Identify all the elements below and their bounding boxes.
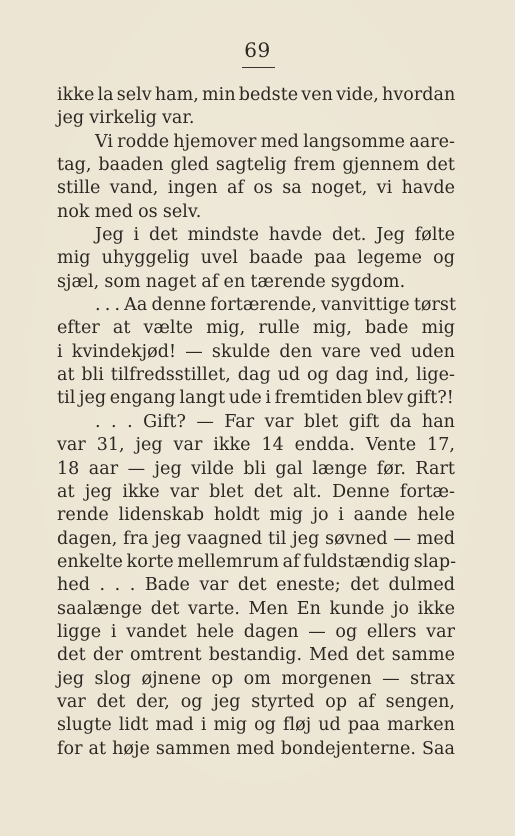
page-number: 69 <box>244 38 271 62</box>
text-line: sjæl, som naget af en tærende sygdom. <box>57 271 406 292</box>
text-line: . . . Gift? — Far var blet gift da han <box>95 411 455 432</box>
text-line: 18 aar — jeg vilde bli gal længe før. Rart <box>57 458 455 479</box>
text-line: nok med os selv. <box>57 201 202 222</box>
text-line: at bli tilfredsstillet, dag ud og dag ind, lige- <box>57 365 455 386</box>
text-line: jeg virkelig var. <box>57 108 195 129</box>
body-text <box>57 84 455 761</box>
text-line: til jeg engang langt ude i fremtiden blev gift?! <box>57 388 454 409</box>
text-line: var 31, jeg var ikke 14 endda. Vente 17, <box>57 435 455 456</box>
text-line: jeg slog øjnene op om morgenen — strax <box>57 668 455 689</box>
text-line: for at høje sammen med bondejenterne. Saa <box>57 738 455 759</box>
text-line: var det der, og jeg styrted op af sengen, <box>57 691 455 712</box>
text-line: det der omtrent bestandig. Med det samme <box>57 645 455 666</box>
text-line: dagen, fra jeg vaagned til jeg søvned — med <box>57 528 455 549</box>
text-line: enkelte korte mellemrum af fuldstændig slap- <box>57 551 457 572</box>
text-line: ikke la selv ham, min bedste ven vide, hvordan <box>57 85 456 105</box>
text-line: hed . . . Bade var det eneste; det dulmed <box>57 575 455 596</box>
text-line: stille vand, ingen af os sa noget, vi havde <box>57 178 455 199</box>
text-line: tag, baaden gled sagtelig frem gjennem det <box>57 155 455 176</box>
text-line: ligge i vandet hele dagen — og ellers var <box>57 621 455 642</box>
text-line: Vi rodde hjemover med langsomme aare- <box>95 131 455 152</box>
text-line: saalænge det varte. Men En kunde jo ikke <box>57 598 455 619</box>
text-line: i kvindekjød! — skulde den vare ved uden <box>57 341 455 362</box>
text-line: efter at vælte mig, rulle mig, bade mig <box>57 318 455 339</box>
text-line: slugte lidt mad i mig og fløj ud paa marken <box>57 715 455 736</box>
text-line: Jeg i det mindste havde det. Jeg følte <box>95 225 455 246</box>
page-number-rule <box>242 67 275 68</box>
text-line: mig uhyggelig uvel baade paa legeme og <box>57 248 455 269</box>
text-line: rende lidenskab holdt mig jo i aande hele <box>57 505 455 526</box>
text-line: at jeg ikke var blet det alt. Denne fortæ- <box>57 481 455 502</box>
text-line: . . . Aa denne fortærende, vanvittige tørst <box>95 295 457 316</box>
